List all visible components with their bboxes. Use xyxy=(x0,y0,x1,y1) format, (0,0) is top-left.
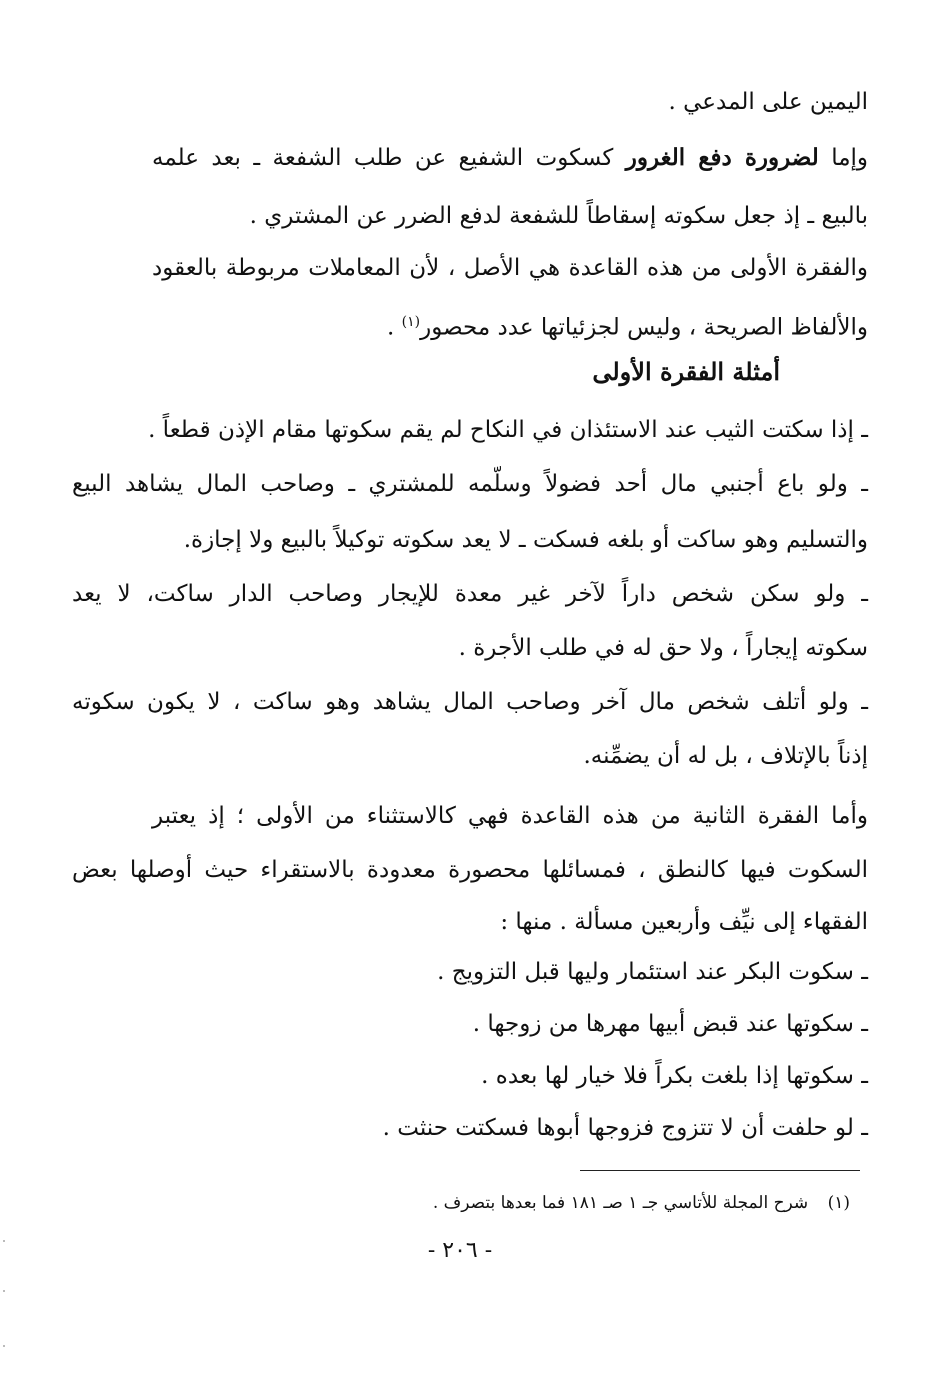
text-line xyxy=(152,138,868,178)
example-line: ـ ولو أتلف شخص مال آخر وصاحب المال يشاهد وهو ساكت ، لا يكون سكوته xyxy=(72,689,868,715)
scan-speck xyxy=(3,1240,5,1242)
example-line: سكوته إيجاراً ، ولا حق له في طلب الأجرة . xyxy=(458,635,868,661)
text-segment: والألفاظ الصريحة ، وليس لجزئياتها عدد محصور xyxy=(420,314,868,341)
footnote-divider xyxy=(580,1170,860,1171)
text-line xyxy=(72,82,868,122)
text-segment: كسكوت الشفيع عن طلب الشفعة ـ بعد علمه xyxy=(152,145,614,171)
text-segment: والفقرة الأولى من هذه القاعدة هي الأصل ، لأن المعاملات مربوطة بالعقود xyxy=(152,255,868,281)
footnote xyxy=(433,1188,850,1218)
text-line xyxy=(152,248,868,288)
text-segment: . xyxy=(387,314,402,341)
example-line: ـ إذا سكتت الثيب عند الاستئذان في النكاح لم يقم سكوتها مقام الإذن قطعاً . xyxy=(148,417,868,443)
bold-phrase: لضرورة دفع الغرور xyxy=(625,144,819,171)
text-segment: اليمين على المدعي . xyxy=(668,89,868,115)
paragraph-line: الفقهاء إلى نيِّف وأربعين مسألة . منها : xyxy=(500,909,868,935)
text-line xyxy=(72,196,868,236)
example-line: ـ سكوت البكر عند استئمار وليها قبل التزويج . xyxy=(437,959,868,985)
text-line xyxy=(72,302,868,342)
text-segment: بالبيع ـ إذ جعل سكوته إسقاطاً للشفعة لدفع الضرر عن المشتري . xyxy=(249,203,868,229)
page-number: - ٢٠٦ - xyxy=(427,1238,493,1263)
footnote-text: شرح المجلة للأتاسي جـ ١ صـ ١٨١ فما بعدها بتصرف . xyxy=(432,1193,809,1213)
example-line: ـ ولو باع أجنبي مال أحد فضولاً وسلّمه للمشتري ـ وصاحب المال يشاهد البيع xyxy=(72,471,868,497)
example-line: ـ ولو سكن شخص داراً لآخر غير معدة للإيجار وصاحب الدار ساكت، لا يعد xyxy=(72,581,868,607)
example-line: والتسليم وهو ساكت أو بلغه فسكت ـ لا يعد سكوته توكيلاً بالبيع ولا إجازة. xyxy=(183,527,868,553)
example-line: ـ سكوتها عند قبض أبيها مهرها من زوجها . xyxy=(472,1011,868,1037)
scan-speck xyxy=(3,1290,5,1292)
example-line: ـ لو حلفت أن لا تتزوج فزوجها أبوها فسكتت حنثت . xyxy=(382,1115,868,1141)
paragraph-line: وأما الفقرة الثانية من هذه القاعدة فهي كالاستثناء من الأولى ؛ إذ يعتبر xyxy=(152,803,868,829)
paragraph-line: السكوت فيها كالنطق ، فمسائلها محصورة معدودة بالاستقراء حيث أوصلها بعض xyxy=(72,857,868,883)
example-line: ـ سكوتها إذا بلغت بكراً فلا خيار لها بعده . xyxy=(481,1063,868,1089)
footnote-marker: (١) xyxy=(401,314,421,330)
example-line: إذناً بالإتلاف ، بل له أن يضمِّنه. xyxy=(583,743,868,769)
text-segment: وإما xyxy=(831,145,869,171)
section-heading: أمثلة الفقرة الأولى xyxy=(592,357,780,386)
footnote-number: (١) xyxy=(827,1193,850,1213)
scan-speck xyxy=(3,1345,5,1347)
